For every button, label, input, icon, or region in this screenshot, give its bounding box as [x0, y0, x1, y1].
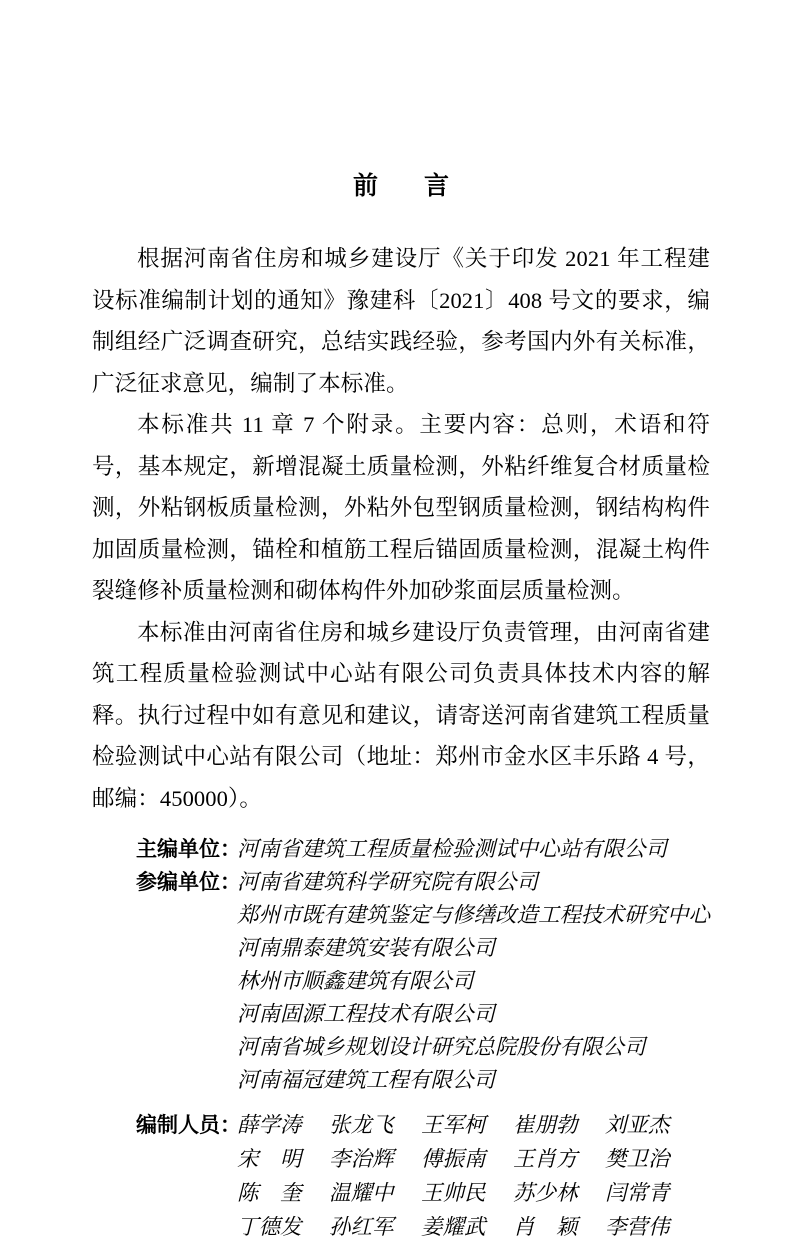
personnel-name-grid — [237, 1210, 710, 1244]
personnel-name: 孙红军 — [329, 1215, 394, 1239]
page-content — [92, 0, 710, 1244]
personnel-name: 肖 颖 — [513, 1215, 578, 1239]
personnel-name: 王军柯 — [421, 1113, 486, 1137]
personnel-row — [92, 1210, 710, 1244]
participating-unit-row — [92, 866, 710, 899]
chief-editor-row — [92, 833, 710, 866]
paragraph-administration: 本标准由河南省住房和城乡建设厅负责管理，由河南省建筑工程质量检验测试中心站有限公司负责具体技术内容的解释。执行过程中如有意见和建议，请寄送河南省建筑工程质量检验测试中心站有限公司（地址：郑州市金水区丰乐路 4 号，邮编：450000）。 — [92, 619, 710, 811]
personnel-name-grid — [237, 1108, 710, 1142]
personnel-name: 崔朋勃 — [513, 1113, 578, 1137]
personnel-row — [92, 1142, 710, 1176]
personnel-name: 姜耀武 — [421, 1215, 486, 1239]
personnel-name-grid — [237, 1142, 710, 1176]
personnel-name: 丁德发 — [237, 1215, 302, 1239]
foreword-body — [92, 238, 710, 819]
participating-unit-row — [92, 1031, 710, 1064]
participating-unit: 河南省城乡规划设计研究总院股份有限公司 — [237, 1035, 646, 1059]
participating-unit-row — [92, 1064, 710, 1097]
personnel-name: 陈 奎 — [237, 1181, 302, 1205]
personnel-name: 宋 明 — [237, 1147, 302, 1171]
personnel-name: 苏少林 — [513, 1181, 578, 1205]
participating-unit: 河南固源工程技术有限公司 — [237, 1002, 496, 1026]
participating-unit-row — [92, 899, 710, 932]
page-title: 前 言 — [352, 171, 460, 200]
personnel-name: 李营伟 — [605, 1215, 670, 1239]
personnel-row — [92, 1108, 710, 1142]
participating-unit-row — [92, 932, 710, 965]
personnel-section — [92, 1108, 710, 1244]
personnel-row — [92, 1176, 710, 1210]
participating-unit: 河南福冠建筑工程有限公司 — [237, 1068, 496, 1092]
personnel-name: 傅振南 — [421, 1147, 486, 1171]
personnel-name: 王肖方 — [513, 1147, 578, 1171]
participating-unit: 林州市顺鑫建筑有限公司 — [237, 969, 474, 993]
participating-unit: 郑州市既有建筑鉴定与修缮改造工程技术研究中心 — [237, 903, 711, 927]
participating-unit-row — [92, 998, 710, 1031]
personnel-name: 温耀中 — [329, 1181, 394, 1205]
participating-label: 参编单位： — [136, 870, 241, 894]
personnel-name: 张龙飞 — [329, 1113, 394, 1137]
personnel-label: 编制人员： — [136, 1113, 241, 1137]
credits-section — [92, 833, 710, 1097]
personnel-name-grid — [237, 1176, 710, 1210]
chief-editor-label: 主编单位： — [136, 837, 241, 861]
personnel-name: 薛学涛 — [237, 1113, 302, 1137]
personnel-name: 闫常青 — [605, 1181, 670, 1205]
participating-unit-row — [92, 965, 710, 998]
paragraph-basis: 根据河南省住房和城乡建设厅《关于印发 2021 年工程建设标准编制计划的通知》豫建科〔2021〕408 号文的要求，编制组经广泛调查研究，总结实践经验，参考国内外有关标准，广泛征求意见，编制了本标准。 — [92, 246, 710, 396]
participating-unit: 河南省建筑科学研究院有限公司 — [237, 870, 539, 894]
chief-editor-unit: 河南省建筑工程质量检验测试中心站有限公司 — [237, 837, 668, 861]
personnel-name: 李治辉 — [329, 1147, 394, 1171]
personnel-name: 王帅民 — [421, 1181, 486, 1205]
personnel-name: 樊卫治 — [605, 1147, 670, 1171]
personnel-name: 刘亚杰 — [605, 1113, 670, 1137]
paragraph-contents: 本标准共 11 章 7 个附录。主要内容：总则，术语和符号，基本规定，新增混凝土质量检测，外粘纤维复合材质量检测，外粘钢板质量检测，外粘外包型钢质量检测，钢结构构件加固质量检测，锚栓和植筋工程后锚固质量检测，混凝土构件裂缝修补质量检测和砌体构件外加砂浆面层质量检测。 — [92, 412, 710, 603]
participating-unit: 河南鼎泰建筑安装有限公司 — [237, 936, 496, 960]
